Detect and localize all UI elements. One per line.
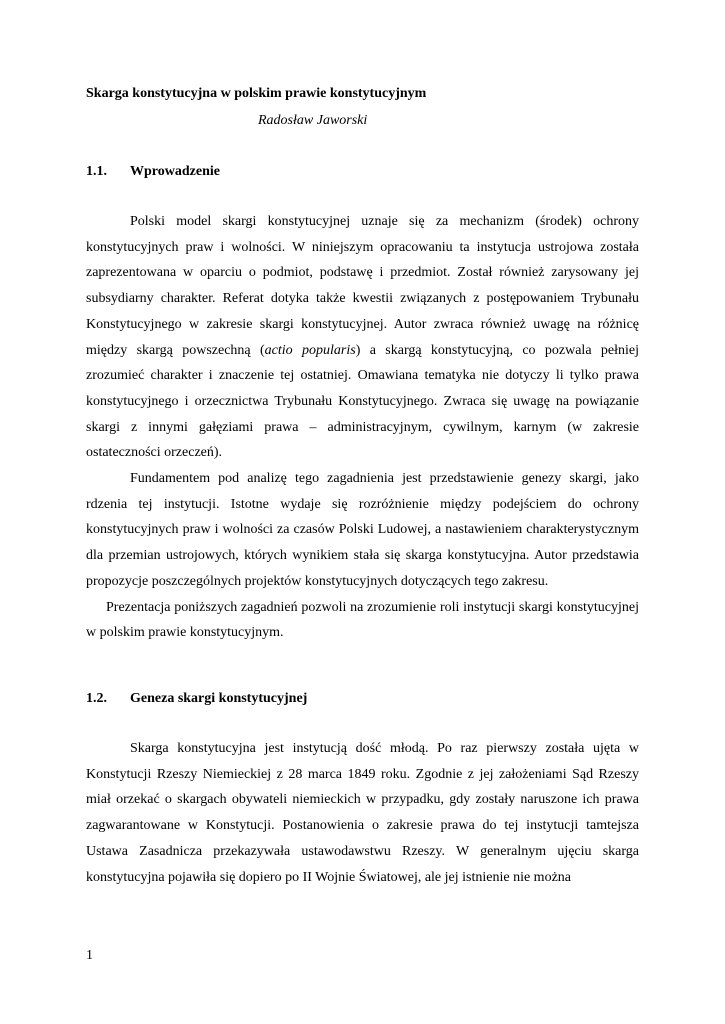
paragraph: Fundamentem pod analizę tego zagadnienia jest przedstawienie genezy skargi, jako rdzenia tej instytucji. Istotne wydaje się rozróżnienie między podejściem do ochrony konstytucyjnych praw i wolności za czasów Polski Ludowej, a nastawieniem charakterystycznym dla przemian ustrojowych, których wynikiem stała się skarga konstytucyjna. Autor przedstawia propozycje poszczególnych projektów konstytucyjnych dotyczących tego zakresu.: [86, 471, 639, 589]
section-title: Wprowadzenie: [130, 164, 220, 179]
paragraph: Prezentacja poniższych zagadnień pozwoli na zrozumienie roli instytucji skargi konstytucyjnej w polskim prawie konstytucyjnym.: [86, 599, 639, 641]
section-2-body: [86, 736, 639, 890]
document-title: Skarga konstytucyjna w polskim prawie konstytucyjnym: [86, 86, 427, 101]
page-number: 1: [86, 948, 93, 963]
paragraph-text: ) a skargą konstytucyjną, co pozwala pełniej zrozumieć charakter i znaczenie tej ostatniej. Omawiana tematyka nie dotyczy li tylko prawa konstytucyjnego i orzecznictwa Trybunału Konstytucyjnego. Zwraca się uwagę na powiązanie skargi z innymi gałęziami prawa – administracyjnym, cywilnym, karnym (w zakresie ostateczności orzeczeń).: [86, 342, 639, 461]
section-number: 1.1.: [86, 164, 107, 179]
paragraph: Skarga konstytucyjna jest instytucją dość młodą. Po raz pierwszy została ujęta w Konstytucji Rzeszy Niemieckiej z 28 marca 1849 roku. Zgodnie z jej założeniami Sąd Rzeszy miał orzekać o skargach obywateli niemieckich w przypadku, gdy zostały naruszone ich prawa zagwarantowane w Konstytucji. Postanowienia o zakresie prawa do tej instytucji tamtejsza Ustawa Zasadnicza przekazywała ustawodawstwu Rzeszy. W generalnym ujęciu skarga konstytucyjna pojawiła się dopiero po II Wojnie Światowej, ale jej istnienie nie można: [86, 741, 639, 885]
section-heading-2: [86, 691, 307, 707]
paragraph-text: Polski model skargi konstytucyjnej uznaje się za mechanizm (środek) ochrony konstytucyjnych praw i wolności. W niniejszym opracowaniu ta instytucja ustrojowa została zaprezentowana w oparciu o podmiot, podstawę i przedmiot. Został również zarysowany jej subsydiarny charakter. Referat dotyka także kwestii związanych z postępowaniem Trybunału Konstytucyjnego w zakresie skargi konstytucyjnej. Autor zwraca również uwagę na różnicę między skargą powszechną (: [86, 214, 639, 358]
section-number: 1.2.: [86, 691, 107, 706]
document-author: Radosław Jaworski: [258, 113, 368, 128]
section-title: Geneza skargi konstytucyjnej: [130, 691, 308, 706]
section-1-body: [86, 209, 639, 646]
section-heading-1: [86, 164, 220, 180]
paragraph: [86, 209, 639, 466]
latin-term: actio popularis: [264, 342, 356, 358]
